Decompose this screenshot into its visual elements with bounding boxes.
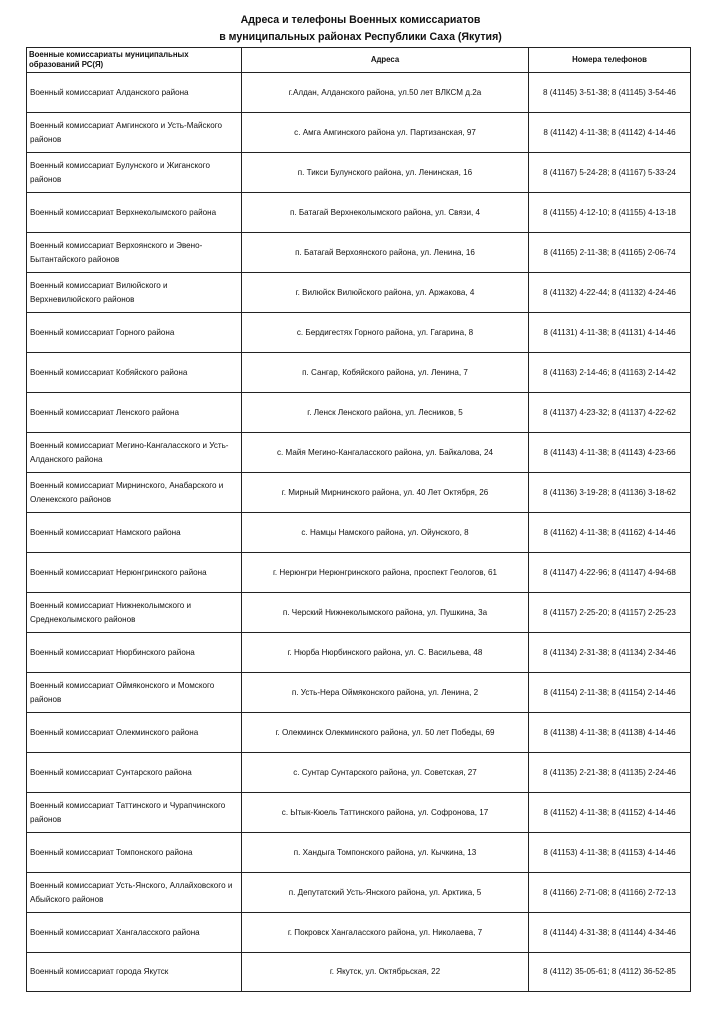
commissariat-name-cell: Военный комиссариат Усть-Янского, Аллайховского и Абыйского районов (27, 873, 242, 913)
commissariat-name-cell: Военный комиссариат Верхоянского и Эвено-Бытантайского районов (27, 233, 242, 273)
address-cell: г. Ленск Ленского района, ул. Лесников, 5 (242, 393, 529, 433)
address-cell: г. Нюрба Нюрбинского района, ул. С. Васильева, 48 (242, 633, 529, 673)
commissariat-name-cell: Военный комиссариат Нюрбинского района (27, 633, 242, 673)
table-row (27, 753, 691, 793)
phone-numbers-cell: 8 (41162) 4-11-38; 8 (41162) 4-14-46 (529, 513, 691, 553)
phone-numbers-cell: 8 (41144) 4-31-38; 8 (41144) 4-34-46 (529, 913, 691, 953)
address-cell: п. Сангар, Кобяйского района, ул. Ленина, 7 (242, 353, 529, 393)
address-cell: г. Покровск Хангаласского района, ул. Николаева, 7 (242, 913, 529, 953)
phone-numbers-cell: 8 (41138) 4-11-38; 8 (41138) 4-14-46 (529, 713, 691, 753)
phone-numbers-cell: 8 (41165) 2-11-38; 8 (41165) 2-06-74 (529, 233, 691, 273)
commissariat-name-cell: Военный комиссариат Горного района (27, 313, 242, 353)
phone-numbers-cell: 8 (41152) 4-11-38; 8 (41152) 4-14-46 (529, 793, 691, 833)
address-cell: п. Хандыга Томпонского района, ул. Кычкина, 13 (242, 833, 529, 873)
phone-numbers-cell: 8 (41167) 5-24-28; 8 (41167) 5-33-24 (529, 153, 691, 193)
phone-numbers-cell: 8 (41166) 2-71-08; 8 (41166) 2-72-13 (529, 873, 691, 913)
address-cell: г.Алдан, Алданского района, ул.50 лет ВЛКСМ д.2а (242, 73, 529, 113)
commissariat-name-cell: Военный комиссариат Булунского и Жиганского районов (27, 153, 242, 193)
phone-numbers-cell: 8 (4112) 35-05-61; 8 (4112) 36-52-85 (529, 953, 691, 992)
table-row (27, 73, 691, 113)
commissariat-name-cell: Военный комиссариат Мегино-Кангаласского и Усть-Алданского района (27, 433, 242, 473)
table-row (27, 233, 691, 273)
phone-numbers-cell: 8 (41153) 4-11-38; 8 (41153) 4-14-46 (529, 833, 691, 873)
commissariat-name-cell: Военный комиссариат Таттинского и Чурапчинского районов (27, 793, 242, 833)
address-cell: с. Амга Амгинского района ул. Партизанская, 97 (242, 113, 529, 153)
phone-numbers-cell: 8 (41131) 4-11-38; 8 (41131) 4-14-46 (529, 313, 691, 353)
commissariat-name-cell: Военный комиссариат Нерюнгринского района (27, 553, 242, 593)
table-row (27, 153, 691, 193)
phone-numbers-cell: 8 (41134) 2-31-38; 8 (41134) 2-34-46 (529, 633, 691, 673)
phone-numbers-cell: 8 (41145) 3-51-38; 8 (41145) 3-54-46 (529, 73, 691, 113)
phone-numbers-cell: 8 (41136) 3-19-28; 8 (41136) 3-18-62 (529, 473, 691, 513)
table-row (27, 313, 691, 353)
commissariat-name-cell: Военный комиссариат города Якутск (27, 953, 242, 992)
address-cell: г. Вилюйск Вилюйского района, ул. Аржакова, 4 (242, 273, 529, 313)
column-header-address: Адреса (242, 48, 529, 73)
commissariats-table (26, 47, 691, 992)
table-row (27, 353, 691, 393)
table-row (27, 953, 691, 992)
commissariat-name-cell: Военный комиссариат Сунтарского района (27, 753, 242, 793)
address-cell: с. Майя Мегино-Кангаласского района, ул. Байкалова, 24 (242, 433, 529, 473)
commissariat-name-cell: Военный комиссариат Вилюйского и Верхневилюйского районов (27, 273, 242, 313)
phone-numbers-cell: 8 (41143) 4-11-38; 8 (41143) 4-23-66 (529, 433, 691, 473)
commissariat-name-cell: Военный комиссариат Кобяйского района (27, 353, 242, 393)
phone-numbers-cell: 8 (41132) 4-22-44; 8 (41132) 4-24-46 (529, 273, 691, 313)
phone-numbers-cell: 8 (41155) 4-12-10; 8 (41155) 4-13-18 (529, 193, 691, 233)
table-row (27, 273, 691, 313)
commissariat-name-cell: Военный комиссариат Оймяконского и Момского районов (27, 673, 242, 713)
address-cell: п. Батагай Верхнеколымского района, ул. Связи, 4 (242, 193, 529, 233)
table-row (27, 513, 691, 553)
document-subtitle: в муниципальных районах Республики Саха (Якутия) (219, 31, 502, 43)
phone-numbers-cell: 8 (41135) 2-21-38; 8 (41135) 2-24-46 (529, 753, 691, 793)
table-body (27, 73, 691, 992)
column-header-phones: Номера телефонов (529, 48, 691, 73)
commissariat-name-cell: Военный комиссариат Алданского района (27, 73, 242, 113)
address-cell: п. Черский Нижнеколымского района, ул. Пушкина, 3а (242, 593, 529, 633)
table-header-row (27, 48, 691, 73)
table-row (27, 193, 691, 233)
address-cell: с. Ытык-Кюель Таттинского района, ул. Софронова, 17 (242, 793, 529, 833)
address-cell: п. Батагай Верхоянского района, ул. Ленина, 16 (242, 233, 529, 273)
table-row (27, 473, 691, 513)
phone-numbers-cell: 8 (41142) 4-11-38; 8 (41142) 4-14-46 (529, 113, 691, 153)
commissariat-name-cell: Военный комиссариат Амгинского и Усть-Майского районов (27, 113, 242, 153)
phone-numbers-cell: 8 (41154) 2-11-38; 8 (41154) 2-14-46 (529, 673, 691, 713)
table-row (27, 593, 691, 633)
table-row (27, 673, 691, 713)
phone-numbers-cell: 8 (41137) 4-23-32; 8 (41137) 4-22-62 (529, 393, 691, 433)
phone-numbers-cell: 8 (41157) 2-25-20; 8 (41157) 2-25-23 (529, 593, 691, 633)
address-cell: п. Депутатский Усть-Янского района, ул. Арктика, 5 (242, 873, 529, 913)
commissariat-name-cell: Военный комиссариат Намского района (27, 513, 242, 553)
address-cell: г. Олекминск Олекминского района, ул. 50 лет Победы, 69 (242, 713, 529, 753)
address-cell: п. Усть-Нера Оймяконского района, ул. Ленина, 2 (242, 673, 529, 713)
table-row (27, 913, 691, 953)
commissariat-name-cell: Военный комиссариат Томпонского района (27, 833, 242, 873)
address-cell: п. Тикси Булунского района, ул. Ленинская, 16 (242, 153, 529, 193)
table-row (27, 113, 691, 153)
commissariat-name-cell: Военный комиссариат Олекминского района (27, 713, 242, 753)
address-cell: с. Намцы Намского района, ул. Ойунского, 8 (242, 513, 529, 553)
address-cell: с. Бердигестях Горного района, ул. Гагарина, 8 (242, 313, 529, 353)
table-row (27, 433, 691, 473)
document-title: Адреса и телефоны Военных комиссариатов (240, 14, 481, 26)
table-row (27, 553, 691, 593)
address-cell: с. Сунтар Сунтарского района, ул. Советская, 27 (242, 753, 529, 793)
address-cell: г. Нерюнгри Нерюнгринского района, проспект Геологов, 61 (242, 553, 529, 593)
address-cell: г. Якутск, ул. Октябрьская, 22 (242, 953, 529, 992)
commissariat-name-cell: Военный комиссариат Ленского района (27, 393, 242, 433)
table-row (27, 793, 691, 833)
commissariat-name-cell: Военный комиссариат Мирнинского, Анабарского и Оленекского районов (27, 473, 242, 513)
commissariat-name-cell: Военный комиссариат Хангаласского района (27, 913, 242, 953)
commissariat-name-cell: Военный комиссариат Верхнеколымского района (27, 193, 242, 233)
commissariat-name-cell: Военный комиссариат Нижнеколымского и Среднеколымского районов (27, 593, 242, 633)
column-header-commissariat: Военные комиссариаты муниципальных образований РС(Я) (27, 48, 242, 73)
table-row (27, 833, 691, 873)
table-row (27, 393, 691, 433)
phone-numbers-cell: 8 (41147) 4-22-96; 8 (41147) 4-94-68 (529, 553, 691, 593)
table-row (27, 873, 691, 913)
table-row (27, 633, 691, 673)
address-cell: г. Мирный Мирнинского района, ул. 40 Лет Октября, 26 (242, 473, 529, 513)
table-row (27, 713, 691, 753)
phone-numbers-cell: 8 (41163) 2-14-46; 8 (41163) 2-14-42 (529, 353, 691, 393)
